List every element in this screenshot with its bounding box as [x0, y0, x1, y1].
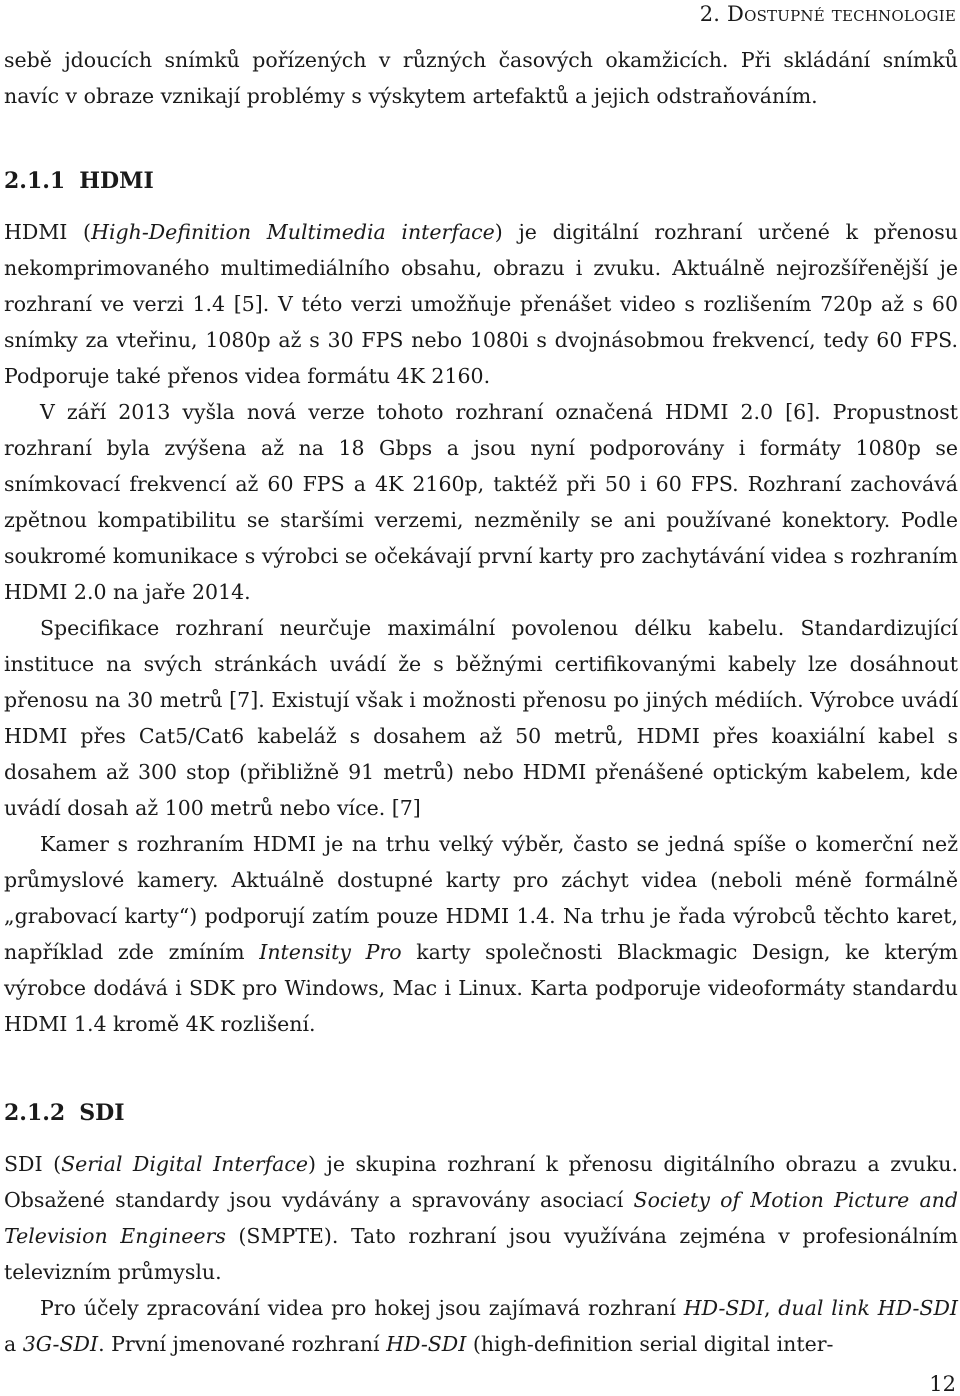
section-heading-hdmi — [4, 166, 958, 196]
chapter-title-initial: D — [727, 2, 745, 26]
intro-paragraph: sebě jdoucích snímků pořízených v různých časových okamžicích. Při skládání snímků navíc v obraze vznikají problémy s výskytem artefaktů a jejich odstraňováním. — [4, 48, 958, 108]
hdmi-paragraph-1: HDMI (High-Definition Multimedia interface) je digitální rozhraní určené k přenosu nekomprimovaného multimediálního obsahu, obrazu i zvuku. Aktuálně nejrozšířenější je rozhraní ve verzi 1.4 [5]. V této verzi umožňuje přenášet video s rozlišením 720p až s 60 snímky za vteřinu, 1080p až s 30 FPS nebo 1080i s dvojnásobmou frekvencí, tedy 60 FPS. Podporuje také přenos videa formátu 4K 2160. — [4, 220, 958, 388]
running-header — [700, 2, 956, 26]
term-smpte: Society of Motion Picture and Television Engineers — [4, 1188, 958, 1248]
hdmi-paragraph-3: Specifikace rozhraní neurčuje maximální povolenou délku kabelu. Standardizující instituce na svých stránkách uvádí že s běžnými certifikovanými kabely lze dosáhnout přenosu na 30 metrů [7]. Existují však i možnosti přenosu po jiných médiích. Výrobce uvádí HDMI přes Cat5/Cat6 kabeláž s dosahem až 50 metrů, HDMI přes koaxiální kabel s dosahem až 300 stop (přibližně 91 metrů) nebo HDMI přenášené optickým kabelem, kde uvádí dosah až 100 metrů nebo více. [7] — [4, 616, 958, 820]
page-number: 12 — [929, 1372, 956, 1396]
page-body — [4, 42, 958, 1362]
term-dual-link-hd-sdi: dual link HD-SDI — [778, 1296, 958, 1320]
sdi-paragraph-2: Pro účely zpracování videa pro hokej jsou zajímavá rozhraní HD-SDI, dual link HD-SDI a 3G-SDI. První jmenované rozhraní HD-SDI (high-definition serial digital inter- — [4, 1296, 958, 1356]
section-number: 2.1.2 — [4, 1100, 66, 1126]
section-heading-sdi — [4, 1098, 958, 1128]
section-number: 2.1.1 — [4, 168, 66, 194]
term-high-definition: High-Definition Multimedia interface — [91, 220, 495, 244]
term-intensity-pro: Intensity Pro — [259, 940, 402, 964]
chapter-number: 2. — [699, 2, 721, 26]
term-serial-digital-interface: Serial Digital Interface — [61, 1152, 308, 1176]
term-hd-sdi-2: HD-SDI — [386, 1332, 467, 1356]
hdmi-paragraph-2: V září 2013 vyšla nová verze tohoto rozhraní označená HDMI 2.0 [6]. Propustnost rozhraní byla zvýšena až na 18 Gbps a jsou nyní podporovány i formáty 1080p se snímkovací frekvencí až 60 FPS a 4K 2160p, taktéž při 50 i 60 FPS. Rozhraní zachovává zpětnou kompatibilitu se staršími verzemi, nezměnily se ani používané konektory. Podle soukromé komunikace s výrobci se očekávají první karty pro zachytávání videa s rozhraním HDMI 2.0 na jaře 2014. — [4, 400, 958, 604]
term-hd-sdi: HD-SDI — [683, 1296, 764, 1320]
section-title: HDMI — [79, 168, 154, 194]
hdmi-paragraph-4: Kamer s rozhraním HDMI je na trhu velký výběr, často se jedná spíše o komerční než průmyslové kamery. Aktuálně dostupné karty pro záchyt videa (neboli méně formálně „grabovací karty“) podporují zatím pouze HDMI 1.4. Na trhu je řada výrobců těchto karet, například zde zmíním Intensity Pro karty společnosti Blackmagic Design, ke kterým výrobce dodává i SDK pro Windows, Mac i Linux. Karta podporuje videoformáty standardu HDMI 1.4 kromě 4K rozlišení. — [4, 832, 958, 1036]
sdi-paragraph-1: SDI (Serial Digital Interface) je skupina rozhraní k přenosu digitálního obrazu a zvuku. Obsažené standardy jsou vydávány a spravovány asociací Society of Motion Picture and Television Engineers (SMPTE). Tato rozhraní jsou využívána zejména v profesionálním televizním průmyslu. — [4, 1152, 958, 1284]
chapter-title-rest: ostupné technologie — [744, 2, 956, 26]
section-title: SDI — [79, 1100, 125, 1126]
term-3g-sdi: 3G-SDI — [22, 1332, 99, 1356]
